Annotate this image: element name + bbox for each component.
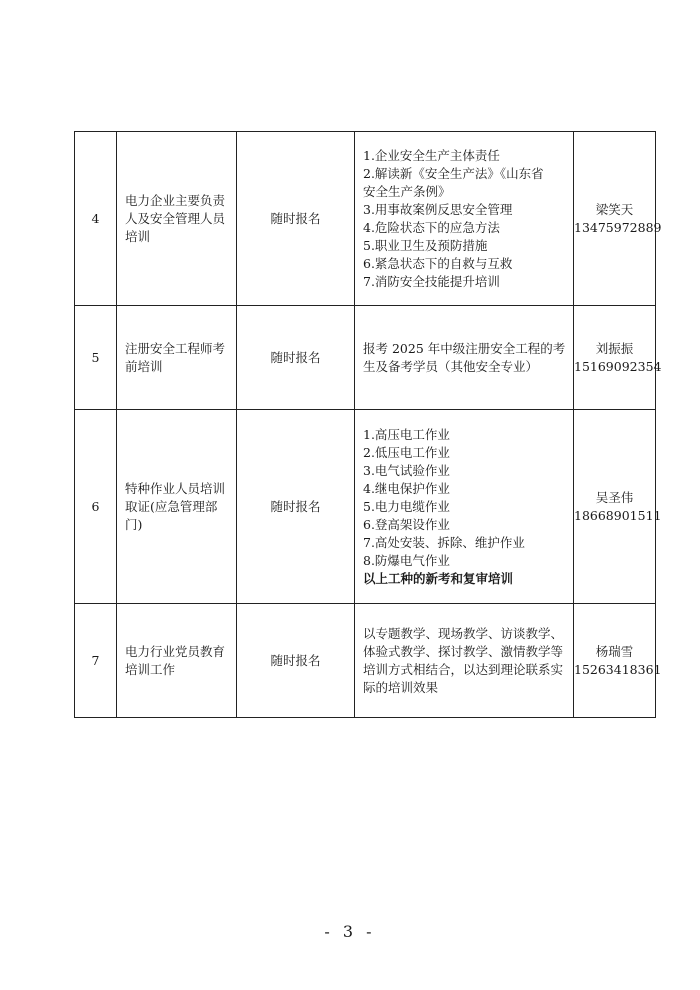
content-line: 7.消防安全技能提升培训	[363, 273, 500, 289]
content-line: 8.防爆电气作业	[363, 552, 450, 568]
enrollment-time: 随时报名	[237, 306, 355, 410]
contact-phone: 15169092354	[574, 358, 662, 374]
content-bold-line: 以上工种的新考和复审培训	[363, 570, 514, 586]
contact-phone: 18668901511	[574, 507, 662, 523]
content-line: 3.电气试验作业	[363, 462, 450, 478]
course-name-cell	[117, 604, 237, 718]
course-name: 电力企业主要负责人及安全管理人员培训	[125, 192, 226, 244]
course-name: 注册安全工程师考前培训	[125, 340, 226, 374]
contact-phone: 13475972889	[574, 219, 662, 235]
training-table	[74, 131, 662, 718]
course-content	[355, 132, 574, 306]
table-row	[75, 132, 656, 306]
table-row	[75, 410, 656, 604]
contact-name: 吴圣伟	[595, 489, 634, 505]
page-number: - 3 -	[324, 922, 376, 941]
course-content	[355, 604, 574, 718]
course-content	[355, 306, 574, 410]
content-line: 6.紧急状态下的自救与互救	[363, 255, 513, 271]
enrollment-time: 随时报名	[237, 132, 355, 306]
course-name: 电力行业党员教育培训工作	[125, 643, 226, 677]
contact-phone: 15263418361	[574, 661, 662, 677]
table-row	[75, 604, 656, 718]
row-index: 5	[75, 306, 117, 410]
table-row	[75, 306, 656, 410]
course-name: 特种作业人员培训取证(应急管理部门)	[125, 480, 226, 532]
content-line: 5.职业卫生及预防措施	[363, 237, 488, 253]
content-line: 2.低压电工作业	[363, 444, 450, 460]
content-line: 5.电力电缆作业	[363, 498, 450, 514]
row-index: 6	[75, 410, 117, 604]
content-line: 1.高压电工作业	[363, 426, 450, 442]
enrollment-time: 随时报名	[237, 604, 355, 718]
contact-cell	[574, 604, 662, 718]
content-line: 4.危险状态下的应急方法	[363, 219, 500, 235]
contact-name: 杨瑞雪	[595, 643, 634, 659]
contact-name: 刘振振	[595, 340, 634, 356]
content-paragraph: 以专题教学、现场教学、访谈教学、体验式教学、探讨教学、激情教学等培训方式相结合，以达到理论联系实际的培训效果	[363, 625, 564, 695]
contact-cell	[574, 306, 662, 410]
row-index: 4	[75, 132, 117, 306]
contact-name: 梁笑天	[595, 201, 634, 217]
content-line: 4.继电保护作业	[363, 480, 450, 496]
row-index: 7	[75, 604, 117, 718]
course-name-cell	[117, 306, 237, 410]
enrollment-time: 随时报名	[237, 410, 355, 604]
contact-cell	[574, 132, 662, 306]
content-line: 7.高处安装、拆除、维护作业	[363, 534, 525, 550]
content-line: 1.企业安全生产主体责任	[363, 147, 500, 163]
content-line: 2.解读新《安全生产法》《山东省	[363, 165, 544, 181]
content-line: 3.用事故案例反思安全管理	[363, 201, 513, 217]
course-content	[355, 410, 574, 604]
content-paragraph: 报考 2025 年中级注册安全工程的考生及备考学员（其他安全专业）	[363, 340, 566, 374]
content-line: 6.登高架设作业	[363, 516, 450, 532]
course-name-cell	[117, 410, 237, 604]
content-line: 安全生产条例》	[363, 183, 451, 199]
contact-cell	[574, 410, 662, 604]
course-name-cell	[117, 132, 237, 306]
